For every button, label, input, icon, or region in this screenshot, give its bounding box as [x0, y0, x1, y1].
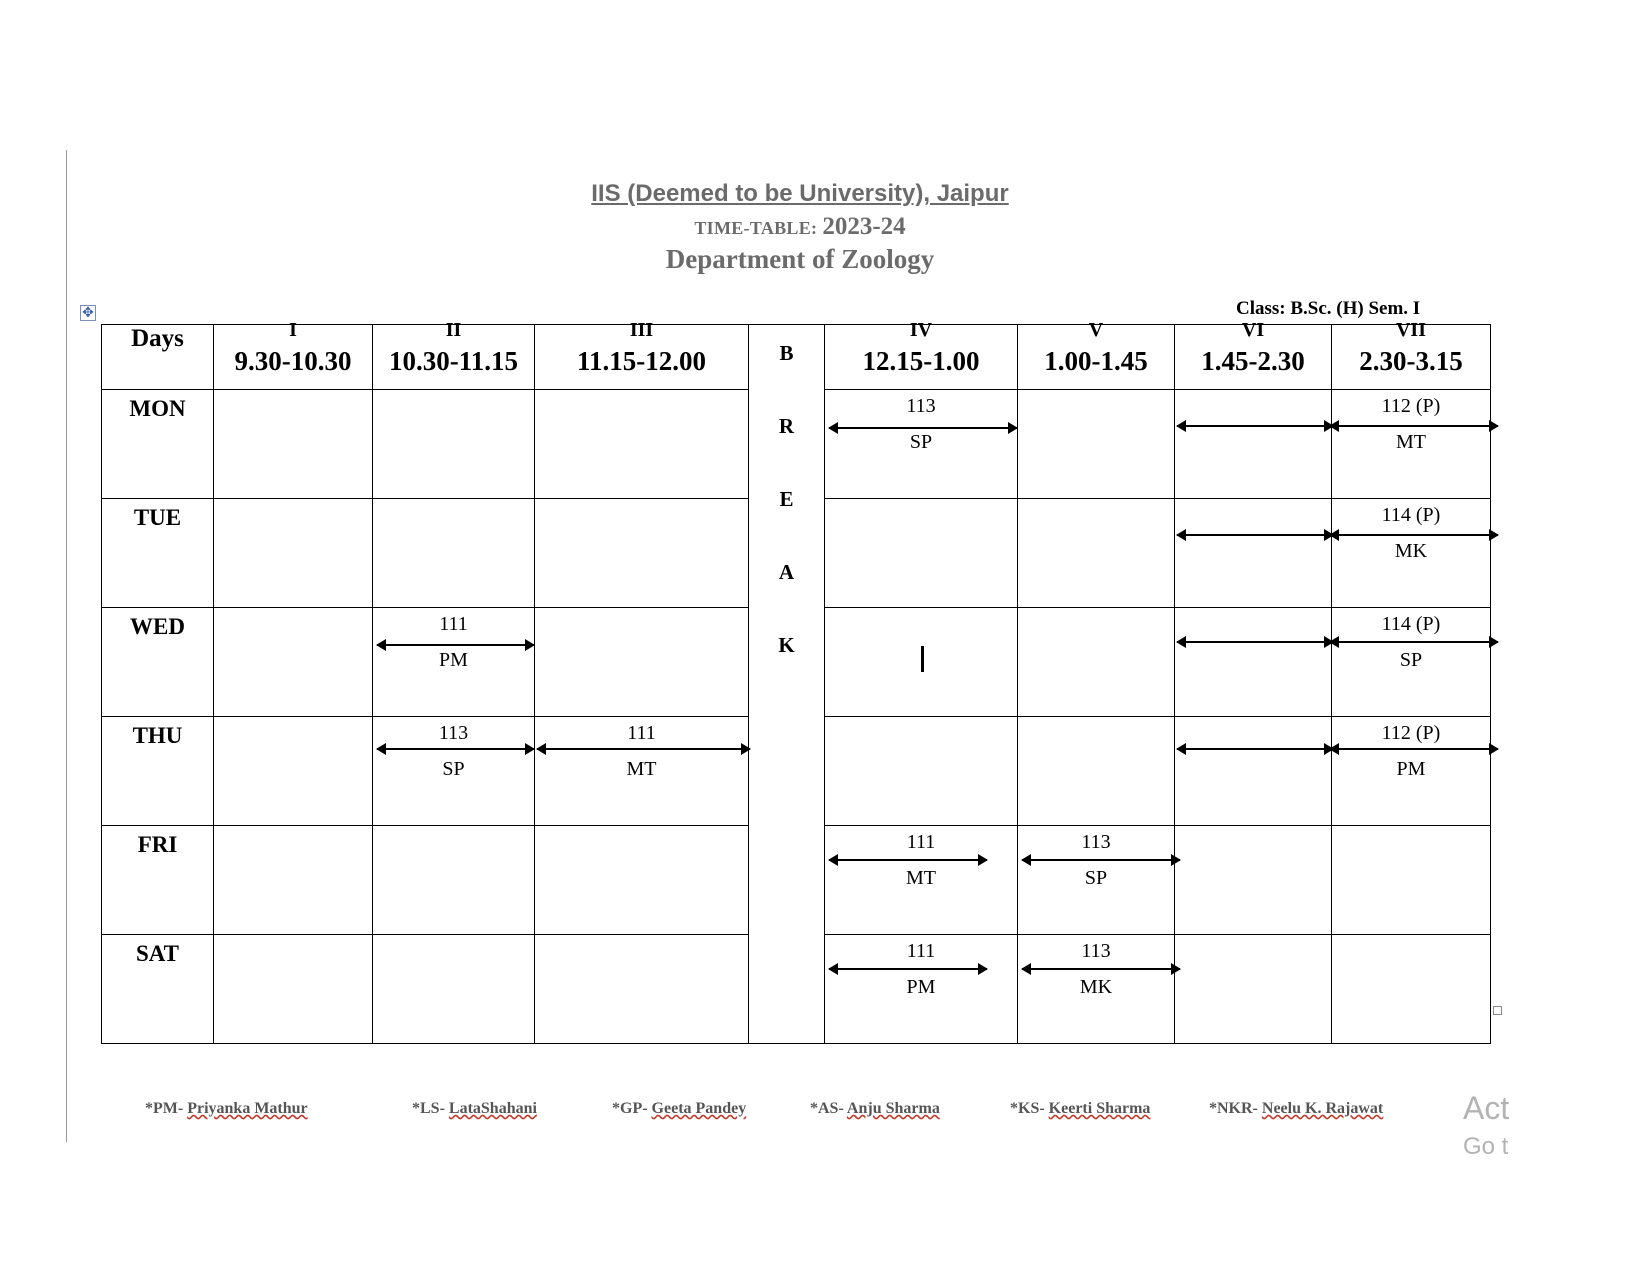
- timetable-year: 2023-24: [822, 213, 906, 240]
- period-number: II: [445, 319, 462, 341]
- legend-item: [612, 1100, 746, 1118]
- period-header: [1018, 319, 1175, 390]
- slot-cell[interactable]: [1018, 499, 1175, 608]
- break-letter: A: [778, 560, 795, 584]
- slot-cell[interactable]: [1332, 935, 1491, 1044]
- period-time: 1.00-1.45: [1044, 346, 1148, 376]
- room-label: 113: [1081, 940, 1111, 962]
- slot-cell[interactable]: [825, 608, 1018, 717]
- legend-name: Geeta Pandey: [651, 1100, 747, 1117]
- period-header: [825, 319, 1018, 390]
- duration-arrow-icon: [829, 968, 987, 970]
- slot-cell[interactable]: [1175, 390, 1332, 499]
- slot-cell[interactable]: [825, 499, 1018, 608]
- slot-cell[interactable]: [535, 935, 749, 1044]
- resize-handle-icon[interactable]: [1493, 1006, 1502, 1015]
- duration-arrow-icon: [829, 427, 1017, 429]
- slot-cell[interactable]: [1175, 935, 1332, 1044]
- day-name: THU: [102, 717, 214, 826]
- legend-name: LataShahani: [448, 1100, 537, 1117]
- slot-cell[interactable]: [1018, 608, 1175, 717]
- legend-item: [810, 1100, 940, 1118]
- legend-code: *NKR-: [1209, 1100, 1258, 1117]
- slot-cell[interactable]: [535, 826, 749, 935]
- room-label: 111: [906, 831, 936, 853]
- page-margin-line: [66, 150, 67, 1142]
- slot-cell[interactable]: [214, 826, 373, 935]
- slot-cell[interactable]: [1175, 499, 1332, 608]
- slot-cell[interactable]: [373, 935, 535, 1044]
- slot-cell[interactable]: [1018, 935, 1175, 1044]
- teacher-label: SP: [1399, 649, 1423, 671]
- period-header: [1332, 319, 1491, 390]
- duration-arrow-icon: [377, 644, 534, 646]
- duration-arrow-icon: [1330, 748, 1498, 750]
- teacher-label: PM: [906, 976, 936, 998]
- period-number: III: [629, 319, 654, 341]
- period-number: IV: [909, 319, 933, 341]
- slot-cell[interactable]: [214, 717, 373, 826]
- duration-arrow-icon: [1177, 534, 1333, 536]
- teacher-label: MT: [1396, 431, 1426, 453]
- slot-cell[interactable]: [214, 499, 373, 608]
- legend-item: [1209, 1100, 1383, 1118]
- break-letter: R: [778, 414, 795, 438]
- room-label: 114 (P): [1381, 613, 1441, 635]
- teacher-label: MK: [1079, 976, 1113, 998]
- room-label: 111: [439, 613, 468, 635]
- room-label: 113: [906, 395, 936, 417]
- duration-arrow-icon: [1177, 641, 1333, 643]
- day-name: SAT: [102, 935, 214, 1044]
- slot-cell[interactable]: [825, 935, 1018, 1044]
- class-label: Class: B.Sc. (H) Sem. I: [1236, 298, 1421, 319]
- day-name: TUE: [102, 499, 214, 608]
- break-letter: B: [779, 341, 794, 365]
- slot-cell[interactable]: [373, 826, 535, 935]
- break-letter: E: [779, 487, 794, 511]
- period-header: [373, 319, 535, 390]
- slot-cell[interactable]: [1175, 717, 1332, 826]
- slot-cell[interactable]: [535, 499, 749, 608]
- teacher-label: PM: [439, 649, 468, 671]
- legend-code: *KS-: [1010, 1100, 1045, 1117]
- duration-arrow-icon: [1330, 641, 1498, 643]
- period-time: 9.30-10.30: [234, 346, 352, 376]
- period-time: 2.30-3.15: [1359, 346, 1463, 376]
- teacher-label: MT: [626, 758, 657, 780]
- legend-code: *GP-: [612, 1100, 648, 1117]
- legend-item: [1010, 1100, 1150, 1118]
- legend-name: Anju Sharma: [846, 1100, 940, 1117]
- teacher-label: SP: [1084, 867, 1108, 889]
- duration-arrow-icon: [1330, 425, 1498, 427]
- slot-cell[interactable]: [1175, 608, 1332, 717]
- activation-watermark-sub: Go t: [1463, 1133, 1509, 1160]
- timetable-label: TIME-TABLE:: [694, 218, 818, 238]
- slot-cell[interactable]: [535, 717, 749, 826]
- slot-cell[interactable]: [1332, 499, 1491, 608]
- slot-cell[interactable]: [535, 608, 749, 717]
- period-time: 11.15-12.00: [576, 346, 706, 376]
- legend-item: [145, 1100, 308, 1118]
- teacher-label: SP: [442, 758, 465, 780]
- room-label: 111: [627, 722, 656, 744]
- header-row: [102, 325, 1491, 390]
- slot-cell[interactable]: [214, 935, 373, 1044]
- duration-arrow-icon: [377, 748, 534, 750]
- slot-cell[interactable]: [1018, 390, 1175, 499]
- period-header: [535, 319, 749, 390]
- period-time: 12.15-1.00: [862, 346, 980, 376]
- department-title: Department of Zoology: [665, 244, 935, 274]
- period-number: V: [1088, 319, 1104, 341]
- duration-arrow-icon: [1022, 968, 1180, 970]
- break-column: [749, 325, 825, 1044]
- duration-arrow-icon: [1177, 425, 1333, 427]
- duration-arrow-icon: [1177, 748, 1333, 750]
- slot-cell[interactable]: [1332, 826, 1491, 935]
- days-header-cell: [102, 325, 214, 390]
- room-label: 112 (P): [1381, 395, 1441, 417]
- period-time: 10.30-11.15: [388, 346, 518, 376]
- day-name: MON: [102, 390, 214, 499]
- period-header: [214, 319, 373, 390]
- slot-cell[interactable]: [535, 390, 749, 499]
- duration-arrow-icon: [537, 748, 750, 750]
- teacher-label: MT: [906, 867, 936, 889]
- timetable-title: [0, 213, 1600, 241]
- slot-cell[interactable]: [214, 608, 373, 717]
- slot-cell[interactable]: [1018, 717, 1175, 826]
- slot-cell[interactable]: [214, 390, 373, 499]
- legend-code: *PM-: [145, 1100, 184, 1117]
- teacher-label: SP: [909, 431, 933, 453]
- slot-cell[interactable]: [1332, 717, 1491, 826]
- slot-cell[interactable]: [825, 826, 1018, 935]
- period-time: 1.45-2.30: [1201, 346, 1305, 376]
- slot-cell[interactable]: [373, 608, 535, 717]
- slot-cell[interactable]: [373, 390, 535, 499]
- move-icon[interactable]: ✥: [80, 305, 96, 321]
- slot-cell[interactable]: [373, 499, 535, 608]
- duration-arrow-icon: [1022, 859, 1180, 861]
- day-name: FRI: [102, 826, 214, 935]
- room-label: 111: [906, 940, 936, 962]
- legend-name: Priyanka Mathur: [187, 1100, 308, 1117]
- duration-arrow-icon: [1330, 534, 1498, 536]
- slot-cell[interactable]: [825, 717, 1018, 826]
- room-label: 114 (P): [1381, 504, 1441, 526]
- day-name: WED: [102, 608, 214, 717]
- period-header: [1175, 319, 1332, 390]
- legend-name: Keerti Sharma: [1048, 1100, 1151, 1117]
- teacher-label: PM: [1396, 758, 1426, 780]
- period-number: VII: [1395, 319, 1426, 341]
- period-number: I: [289, 319, 297, 341]
- legend-code: *LS-: [412, 1100, 445, 1117]
- duration-arrow-icon: [829, 859, 987, 861]
- timetable: [101, 319, 1491, 1044]
- institution-title: IIS (Deemed to be University), Jaipur: [591, 180, 1009, 207]
- slot-cell[interactable]: [373, 717, 535, 826]
- room-label: 113: [438, 722, 469, 744]
- text-cursor: [921, 646, 924, 672]
- period-number: VI: [1241, 319, 1265, 341]
- legend-code: *AS-: [810, 1100, 844, 1117]
- slot-cell[interactable]: [1332, 608, 1491, 717]
- slot-cell[interactable]: [1332, 390, 1491, 499]
- teacher-label: MK: [1394, 540, 1428, 562]
- room-label: 112 (P): [1381, 722, 1441, 744]
- days-header: Days: [131, 325, 184, 352]
- activation-watermark: Act: [1463, 1090, 1510, 1126]
- slot-cell[interactable]: [1018, 826, 1175, 935]
- legend-name: Neelu K. Rajawat: [1261, 1100, 1384, 1117]
- legend-item: [412, 1100, 537, 1118]
- room-label: 113: [1081, 831, 1111, 853]
- break-letter: K: [778, 633, 795, 657]
- slot-cell[interactable]: [825, 390, 1018, 499]
- slot-cell[interactable]: [1175, 826, 1332, 935]
